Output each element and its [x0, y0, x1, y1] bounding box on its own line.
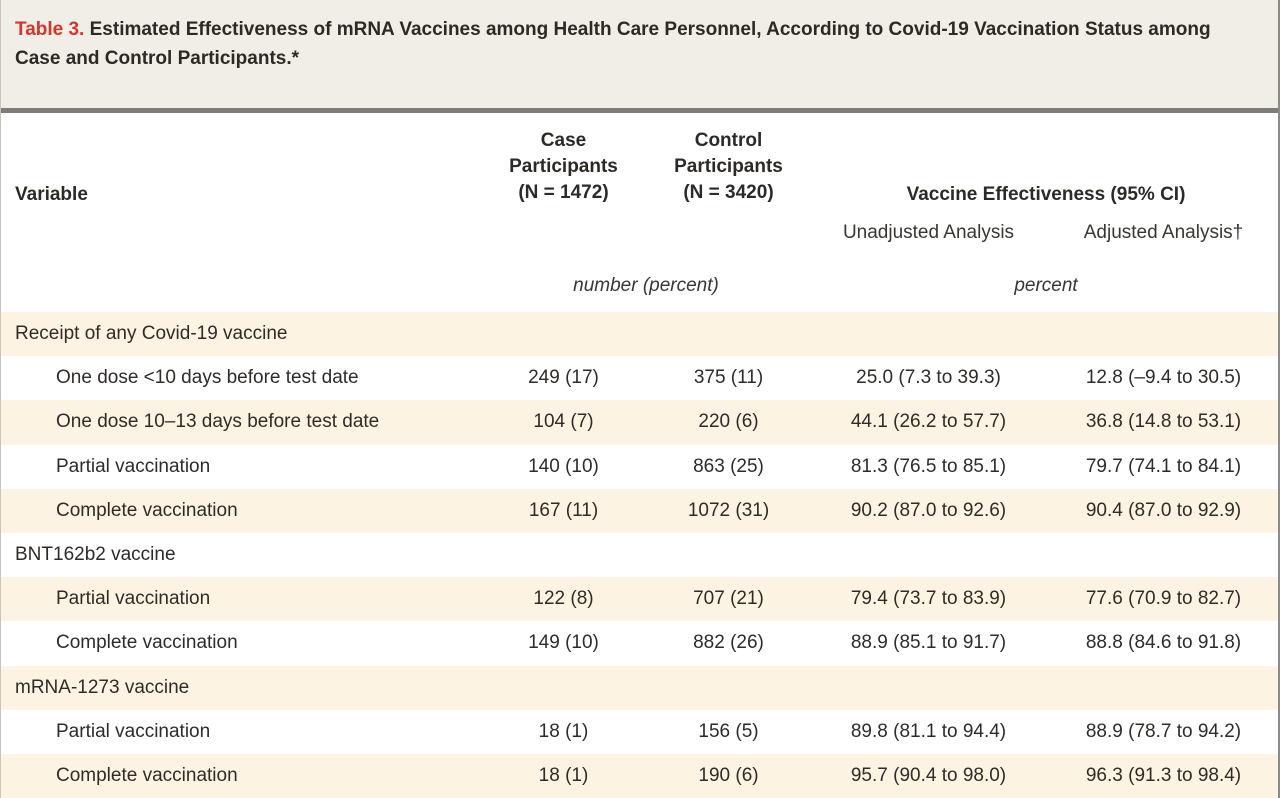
cell-adjusted: 88.9 (78.7 to 94.2)	[1085, 720, 1242, 742]
table-row	[1, 400, 1278, 444]
cell-adjusted: 96.3 (91.3 to 98.4)	[1085, 764, 1242, 786]
cell-variable: BNT162b2 vaccine	[15, 544, 176, 566]
cell-variable: Complete vaccination	[56, 764, 238, 786]
cell-control: 1072 (31)	[687, 499, 770, 521]
header-line: (N = 1472)	[518, 182, 609, 203]
cell-control: 156 (5)	[698, 720, 759, 742]
cell-adjusted: 79.7 (74.1 to 84.1)	[1085, 455, 1242, 477]
cell-variable: Complete vaccination	[56, 632, 238, 654]
cell-case: 249 (17)	[528, 367, 599, 389]
header-line: Control	[694, 130, 763, 151]
cell-unadjusted: 95.7 (90.4 to 98.0)	[850, 764, 1007, 786]
cell-variable: Receipt of any Covid-19 vaccine	[15, 323, 288, 345]
cell-variable: Partial vaccination	[56, 588, 211, 610]
cell-case: 18 (1)	[538, 720, 589, 742]
cell-case: 122 (8)	[533, 588, 594, 610]
cell-case: 104 (7)	[533, 411, 594, 433]
cell-adjusted: 88.8 (84.6 to 91.8)	[1085, 632, 1242, 654]
cell-adjusted: 12.8 (–9.4 to 30.5)	[1085, 367, 1242, 389]
cell-variable: One dose 10–13 days before test date	[56, 411, 380, 433]
cell-unadjusted: 90.2 (87.0 to 92.6)	[850, 499, 1007, 521]
cell-unadjusted: 89.8 (81.1 to 94.4)	[850, 720, 1007, 742]
cell-adjusted: 36.8 (14.8 to 53.1)	[1085, 411, 1242, 433]
table-row	[1, 621, 1278, 665]
table-row	[1, 356, 1278, 400]
cell-adjusted: 90.4 (87.0 to 92.9)	[1085, 499, 1242, 521]
cell-control: 190 (6)	[698, 764, 759, 786]
analysis-subheaders	[1, 207, 1278, 259]
header-line: Case	[540, 130, 587, 151]
cell-case: 149 (10)	[528, 632, 599, 654]
column-header-case	[481, 128, 646, 207]
units-number-percent: number (percent)	[573, 274, 719, 296]
table-number: Table 3.	[15, 19, 85, 40]
table-row	[1, 577, 1278, 621]
cell-variable: One dose <10 days before test date	[56, 367, 359, 389]
column-header-vaccine-effectiveness: Vaccine Effectiveness (95% CI)	[906, 184, 1186, 205]
cell-adjusted: 77.6 (70.9 to 82.7)	[1085, 588, 1242, 610]
cell-control: 375 (11)	[693, 367, 764, 389]
column-header-control	[646, 128, 811, 207]
cell-case: 140 (10)	[528, 455, 599, 477]
column-header-variable: Variable	[15, 184, 88, 205]
cell-unadjusted: 44.1 (26.2 to 57.7)	[850, 411, 1007, 433]
cell-control: 220 (6)	[698, 411, 759, 433]
header-line: (N = 3420)	[683, 182, 774, 203]
subheader-unadjusted: Unadjusted Analysis	[842, 222, 1015, 243]
cell-variable: Partial vaccination	[56, 455, 211, 477]
table-row	[1, 445, 1278, 489]
cell-variable: Partial vaccination	[56, 720, 211, 742]
units-row	[1, 259, 1278, 312]
table-row	[1, 710, 1278, 754]
cell-control: 707 (21)	[693, 588, 764, 610]
table-section-row	[1, 312, 1278, 356]
table-title	[1, 0, 1278, 113]
cell-case: 167 (11)	[528, 499, 599, 521]
cell-variable: Complete vaccination	[56, 499, 238, 521]
table-column-headers	[1, 113, 1278, 207]
units-percent: percent	[1014, 274, 1078, 296]
subheader-adjusted: Adjusted Analysis†	[1083, 222, 1244, 243]
table-section-row	[1, 666, 1278, 710]
cell-case: 18 (1)	[538, 764, 589, 786]
table-row	[1, 754, 1278, 798]
table-row	[1, 489, 1278, 533]
header-line: Participants	[674, 156, 783, 177]
cell-unadjusted: 25.0 (7.3 to 39.3)	[856, 367, 1001, 389]
table-body	[1, 312, 1278, 798]
cell-unadjusted: 81.3 (76.5 to 85.1)	[850, 455, 1007, 477]
table-section-row	[1, 533, 1278, 577]
cell-unadjusted: 79.4 (73.7 to 83.9)	[850, 588, 1007, 610]
cell-unadjusted: 88.9 (85.1 to 91.7)	[850, 632, 1007, 654]
cell-control: 882 (26)	[693, 632, 764, 654]
table-caption: Estimated Effectiveness of mRNA Vaccines among Health Care Personnel, According to Covid-19 Vaccination Status among Case and Control Participants.*	[15, 19, 1211, 69]
cell-control: 863 (25)	[693, 455, 764, 477]
header-line: Participants	[509, 156, 618, 177]
cell-variable: mRNA-1273 vaccine	[15, 676, 190, 698]
